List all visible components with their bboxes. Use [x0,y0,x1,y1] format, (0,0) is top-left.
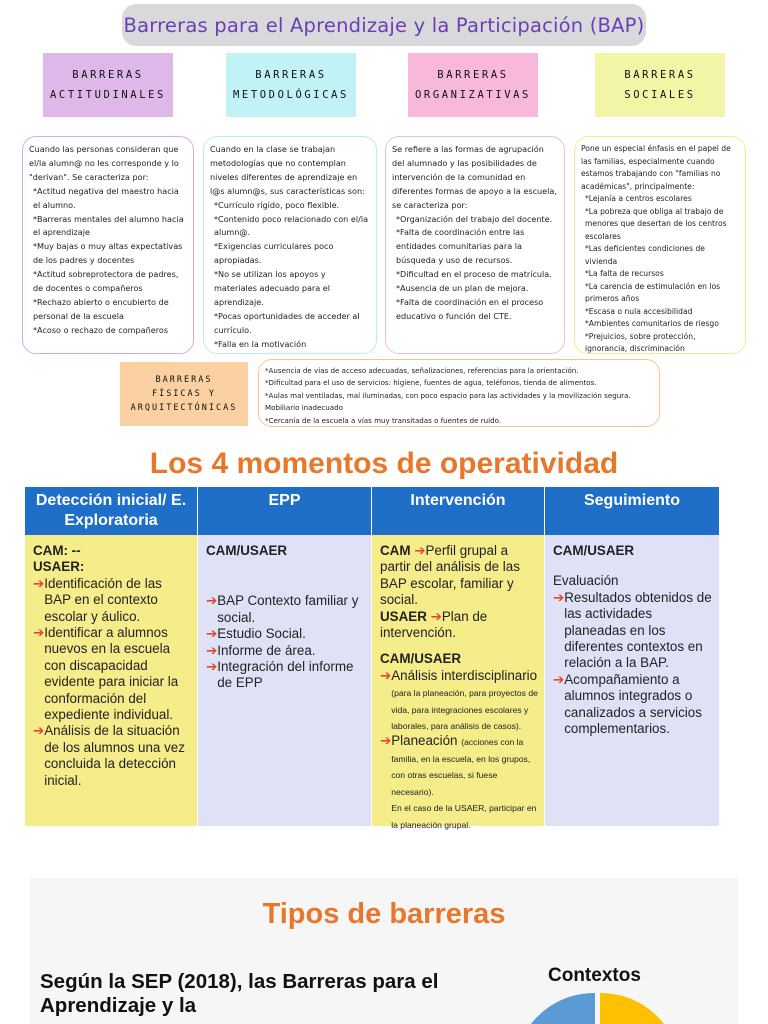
slide-preview [30,878,738,1024]
list-item: ➔ Informe de área. [206,642,316,658]
card-sociales [574,136,746,354]
table-header: EPP [198,487,372,535]
card-item: *Barreras mentales del alumno hacia el aprendizaje [33,213,184,238]
card-item: *Currículo rígido, poco flexible. [214,199,340,210]
category-line: BARRERAS [437,69,509,81]
arrow-right-icon: ➔ [553,589,565,605]
card-organizativas [385,136,565,354]
card-item: *Ausencia de un plan de mejora. [396,283,529,294]
card-item: *Prejuicios, sobre protección, ignorancia, discriminación [585,331,696,353]
pie-slice-yellow [600,993,675,1024]
list-item: ➔ Planeación (acciones con la familia, en la escuela, en los grupos, con otras escuelas, si fuese necesario). En el caso de la USAER, participar en la planeación grupal. [380,733,538,831]
cam-paragraph: CAM ➔Perfil grupal a partir del análisis de las BAP escolar, familiar y social. [380,543,520,608]
category-line: ACTITUDINALES [50,89,166,101]
list-item: ➔ Acompañamiento a alumnos integrados o canalizados a servicios complementarios. [553,671,702,737]
arrow-right-icon: ➔ [206,642,218,658]
usaer-label: USAER: [33,559,85,575]
card-item: *Muy bajas o muy altas expectativas de los padres y docentes [33,241,183,266]
category-sociales [595,53,725,117]
list-item: ➔ BAP Contexto familiar y social. [206,593,359,625]
cam-usaer-label: CAM/USAER [553,543,635,558]
pie-slice-blue [520,993,595,1024]
category-line: ORGANIZATIVAS [415,89,531,101]
list-item: ➔ Identificación de las BAP en el contexto escolar y áulico. [33,575,162,624]
usaer-paragraph: USAER ➔Plan de intervención. [380,608,488,641]
card-item: *Pocas oportunidades de acceder al currículo. [214,310,360,335]
table-header: Intervención [372,487,545,535]
contexts-pie-chart [500,988,700,1024]
card-item: *La pobreza que obliga al trabajo de menores que desertan de los centros escolares [585,206,727,241]
category-organizativas [408,53,538,117]
category-metodologicas [226,53,356,117]
arrow-right-icon: ➔ [553,671,565,687]
card-item: *Organización del trabajo del docente. [396,213,553,224]
category-line: METODOLÓGICAS [233,89,349,101]
category-line: ARQUITECTÓNICAS [130,403,238,413]
card-item: *Dificultad para el uso de servicios: higiene, fuentes de agua, teléfonos, tienda de alimentos. [265,378,597,388]
moments-table [25,487,719,830]
list-item: ➔ Análisis interdisciplinario (para la planeación, para proyectos de vida, para integraciones escolares y laborales, para análisis de casos). [380,668,538,734]
card-item: *Cercanía de la escuela a vías muy transitadas o fuentes de ruido. [265,415,502,425]
list-item: ➔ Análisis de la situación de los alumnos una vez concluida la detección inicial. [33,723,185,788]
column-epp [198,535,372,826]
card-item: *Actitud sobreprotectora de padres, de docentes o compañeros [33,269,179,294]
card-intro: Se refiere a las formas de agrupación del alumnado y las posibilidades de intervención de la comunidad en diferentes formas de apoyo a la escuela, se caracteriza por: [392,144,557,210]
card-intro: Cuando las personas consideran que el/la alumn@ no les corresponde y lo "derivan". Se caracteriza por: [29,144,179,182]
card-item: *Lejanía a centros escolares [585,194,692,203]
card-intro: Pone un especial énfasis en el papel de las familias, especialmente cuando estamos trabajando con "familias no académicas", principalmente: [581,144,731,191]
card-item: *La falta de recursos [585,269,664,278]
card-item: *Rechazo abierto o encubierto de personal de la escuela [33,296,169,321]
list-item: ➔ Estudio Social. [206,626,306,642]
card-item: *Exigencias curriculares poco apropiadas. [214,241,334,266]
table-header: Detección inicial/ E. Exploratoria [25,487,198,535]
table-header: Seguimiento [545,487,719,535]
card-item: *Aulas mal ventiladas, mal iluminadas, con poco espacio para las actividades y la movilización segura. Mobiliario inadecuado [265,390,631,413]
card-intro: Cuando en la clase se trabajan metodologías que no contemplan niveles diferentes de aprendizaje en l@s alumn@s, sus características son: [210,144,365,196]
list-item: ➔ Resultados obtenidos de las actividades planeadas en los diferentes contextos en relación a la BAP. [553,589,712,671]
category-line: FÍSICAS Y [151,389,217,399]
arrow-right-icon: ➔ [430,608,442,624]
category-actitudinales [43,53,173,117]
slide-title: Tipos de barreras [262,898,506,930]
arrow-right-icon: ➔ [33,625,45,641]
title-banner [122,4,646,46]
arrow-right-icon: ➔ [33,575,45,591]
arrow-right-icon: ➔ [380,733,392,749]
contexts-label: Contextos [548,965,641,986]
category-line: BARRERAS [72,69,144,81]
card-metodologicas [203,136,377,354]
category-line: SOCIALES [624,89,696,101]
cam-usaer-label: CAM/USAER [206,543,288,558]
arrow-right-icon: ➔ [206,659,218,675]
card-item: *Acoso o rechazo de compañeros [33,324,169,335]
card-item: *Ausencia de vías de acceso adecuadas, señalizaciones, referencias para la orientación. [265,366,579,375]
evaluation-label: Evaluación [553,573,619,589]
card-item: *Falta de coordinación en el proceso educativo o función del CTE. [396,296,544,321]
category-fisicas [120,362,248,426]
card-item: *Escasa o nula accesibilidad [585,306,693,316]
card-fisicas [258,359,660,427]
card-actitudinales [22,136,194,354]
arrow-right-icon: ➔ [380,667,392,683]
card-item: *Falta de coordinación entre las entidades comunitarias para la búsqueda y uso de recursos. [396,227,525,266]
category-line: BARRERAS [155,375,213,385]
arrow-right-icon: ➔ [414,543,426,558]
card-item: *No se utilizan los apoyos y materiales adecuado para el aprendizaje. [214,269,331,307]
moments-heading: Los 4 momentos de operatividad [149,447,619,480]
cam-usaer-label: CAM/USAER [380,651,462,667]
arrow-right-icon: ➔ [33,723,45,739]
column-deteccion [25,535,198,826]
card-item: *Ambientes comunitarios de riesgo [585,319,719,328]
list-item: ➔ Identificar a alumnos nuevos en la escuela con discapacidad evidente para iniciar la conformación del expediente individual. [33,625,179,723]
category-line: BARRERAS [255,69,327,81]
column-seguimiento [545,535,719,826]
arrow-right-icon: ➔ [206,593,218,609]
column-intervencion [372,535,545,830]
list-item: ➔ Integración del informe de EPP [206,659,354,691]
slide-body: Según la SEP (2018), las Barreras para el Aprendizaje y la [40,970,439,1017]
card-item: *Contenido poco relacionado con el/la alumn@. [214,213,369,238]
category-line: BARRERAS [624,69,696,81]
page-title: Barreras para el Aprendizaje y la Participación (BAP) [123,13,645,37]
card-item: *Actitud negativa del maestro hacia el alumno. [33,185,179,210]
card-item: *Falla en la motivación [214,338,307,349]
cam-label: CAM: -- [33,543,81,558]
card-item: *La carencia de estimulación en los primeros años [585,281,721,303]
card-item: *Las deficientes condiciones de vivienda [585,244,705,266]
arrow-right-icon: ➔ [206,626,218,642]
card-item: *Dificultad en el proceso de matrícula. [396,269,552,280]
